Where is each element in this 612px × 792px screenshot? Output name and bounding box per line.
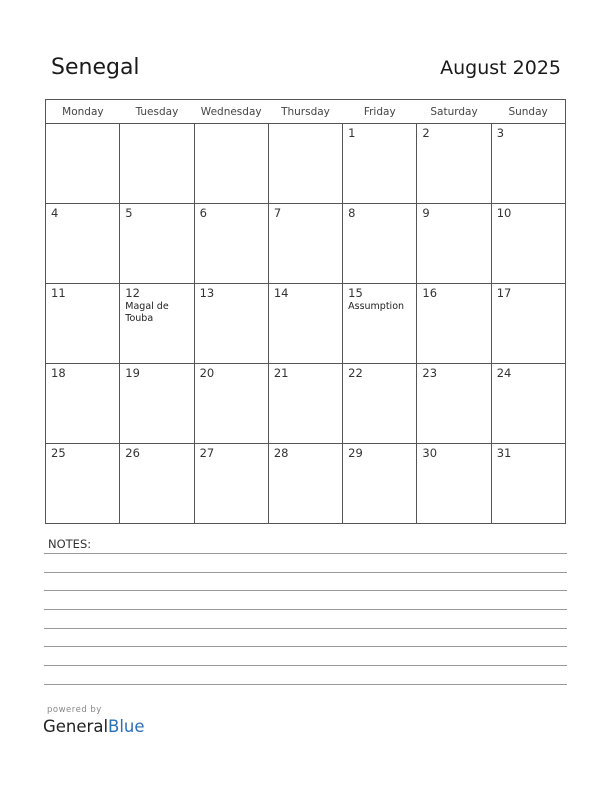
- weekday-header: Thursday: [268, 100, 342, 124]
- day-number: 17: [496, 286, 512, 300]
- day-cell: [46, 364, 120, 444]
- day-cell: [194, 284, 268, 364]
- day-number: 18: [51, 366, 66, 380]
- day-number: 4: [51, 206, 59, 220]
- day-cell: [46, 444, 120, 524]
- day-cell: [194, 444, 268, 524]
- day-cell: [417, 124, 491, 204]
- weekday-header: Monday: [46, 100, 120, 124]
- day-number: 6: [199, 206, 207, 220]
- note-line: [44, 628, 567, 629]
- day-number: 14: [273, 286, 289, 300]
- day-cell: [491, 124, 565, 204]
- day-number: 9: [422, 206, 430, 220]
- holiday-label: Assumption: [348, 301, 405, 312]
- calendar-grid: [45, 99, 566, 524]
- day-cell: [120, 124, 194, 204]
- week-row: [46, 204, 566, 284]
- day-cell: [194, 364, 268, 444]
- day-number: 16: [422, 286, 438, 300]
- day-number: 28: [273, 446, 289, 460]
- day-cell: [417, 444, 491, 524]
- note-line: [44, 609, 567, 610]
- day-cell: [491, 284, 565, 364]
- day-cell: [343, 204, 417, 284]
- weekday-header: Sunday: [491, 100, 565, 124]
- day-number: 27: [199, 446, 215, 460]
- day-cell: [268, 444, 342, 524]
- country-title: Senegal: [51, 55, 140, 80]
- day-cell: [268, 364, 342, 444]
- day-cell: [491, 444, 565, 524]
- day-cell: [46, 284, 120, 364]
- day-number: 30: [422, 446, 438, 460]
- brand-logo: [43, 717, 145, 736]
- day-number: 11: [51, 286, 66, 300]
- day-cell: [417, 284, 491, 364]
- holiday-label: Magal de Touba: [125, 301, 169, 324]
- day-cell: [120, 204, 194, 284]
- weekday-header-row: [46, 100, 566, 124]
- day-cell: [194, 124, 268, 204]
- day-number: 22: [348, 366, 363, 380]
- day-number: 8: [348, 206, 356, 220]
- day-number: 1: [348, 126, 356, 140]
- day-cell: [120, 364, 194, 444]
- note-line: [44, 665, 567, 666]
- day-number: 3: [496, 126, 505, 140]
- week-row: [46, 284, 566, 364]
- brand-name-part1: General: [43, 717, 109, 736]
- weekday-header: Wednesday: [194, 100, 268, 124]
- note-line: [44, 684, 567, 685]
- day-number: 31: [496, 446, 512, 460]
- day-number: 12: [125, 286, 140, 300]
- day-cell: [417, 364, 491, 444]
- day-cell: [46, 124, 120, 204]
- month-year-title: August 2025: [440, 57, 561, 79]
- day-cell: [120, 284, 194, 364]
- day-number: 5: [125, 206, 133, 220]
- day-number: 25: [51, 446, 66, 460]
- day-number: 29: [348, 446, 363, 460]
- day-number: 2: [422, 126, 430, 140]
- day-number: 13: [199, 286, 215, 300]
- note-line: [44, 590, 567, 591]
- day-number: 26: [125, 446, 140, 460]
- day-cell: [46, 204, 120, 284]
- week-row: [46, 444, 566, 524]
- brand-name-part2: Blue: [108, 717, 145, 736]
- day-number: 15: [348, 286, 363, 300]
- weekday-header: Friday: [343, 100, 417, 124]
- day-cell: [343, 364, 417, 444]
- day-cell: [194, 204, 268, 284]
- weekday-header: Tuesday: [120, 100, 194, 124]
- day-number: 24: [496, 366, 512, 380]
- day-cell: [268, 204, 342, 284]
- notes-label: NOTES:: [48, 537, 92, 551]
- day-cell: [491, 364, 565, 444]
- weekday-header: Saturday: [417, 100, 491, 124]
- day-cell: [343, 444, 417, 524]
- day-number: 20: [199, 366, 215, 380]
- powered-by-label: powered by: [47, 705, 102, 715]
- note-line: [44, 646, 567, 647]
- day-cell: [491, 204, 565, 284]
- day-cell: [268, 284, 342, 364]
- day-number: 21: [273, 366, 289, 380]
- note-line: [44, 572, 567, 573]
- day-cell: [343, 124, 417, 204]
- day-cell: [268, 124, 342, 204]
- week-row: [46, 124, 566, 204]
- day-cell: [343, 284, 417, 364]
- day-cell: [417, 204, 491, 284]
- note-line: [44, 553, 567, 554]
- day-number: 19: [125, 366, 140, 380]
- day-cell: [120, 444, 194, 524]
- day-number: 7: [273, 206, 282, 220]
- week-row: [46, 364, 566, 444]
- day-number: 10: [496, 206, 512, 220]
- day-number: 23: [422, 366, 438, 380]
